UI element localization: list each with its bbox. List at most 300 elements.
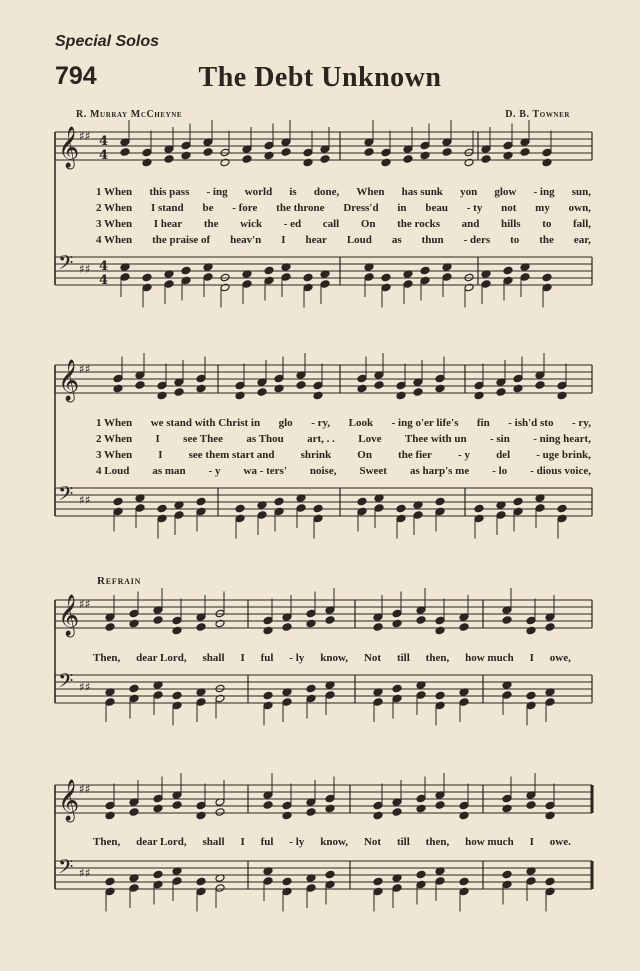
note-head [396, 504, 406, 513]
lyric-syllable: as Thou [246, 433, 284, 445]
note-head [129, 808, 139, 817]
note-head [392, 884, 402, 893]
note-head [157, 514, 167, 523]
note-head [153, 691, 163, 700]
lyric-syllable: I hear [153, 218, 183, 230]
lyric-syllable: done, [313, 186, 340, 198]
key-signature-icon: ♯♯ [79, 493, 91, 507]
time-signature-icon: 4 [99, 273, 109, 288]
note-head [282, 887, 292, 896]
note-head [203, 263, 213, 272]
lyric-syllable: Then, [93, 652, 121, 664]
lyric-syllable: shall [202, 836, 225, 848]
note-head [172, 701, 182, 710]
lyric-syllable: yon [460, 186, 478, 198]
note-head [381, 158, 391, 167]
note-head [535, 494, 545, 503]
note-head [220, 273, 230, 282]
note-head [142, 283, 152, 292]
note-head [403, 155, 413, 164]
note-head [442, 263, 452, 272]
note-head [181, 266, 191, 275]
note-head [416, 691, 426, 700]
note-head [526, 801, 536, 810]
note-head [306, 798, 316, 807]
note-head [242, 280, 252, 289]
note-head [357, 507, 367, 516]
lyric-syllable: Not [363, 836, 382, 848]
note-head [281, 138, 291, 147]
note-head [164, 270, 174, 279]
note-head [263, 701, 273, 710]
note-head [215, 684, 225, 693]
bass-staff [55, 482, 592, 539]
lyric-syllable: to [542, 218, 552, 230]
note-head [113, 384, 123, 393]
lyric-syllable: the rocks [397, 218, 441, 230]
time-signature-icon: 4 [99, 134, 109, 149]
lyric-syllable: - ly [289, 652, 305, 664]
lyric-syllable: wa - ters' [243, 465, 287, 477]
note-head [413, 501, 423, 510]
lyric-line [96, 234, 591, 246]
note-head [174, 501, 184, 510]
note-head [282, 613, 292, 622]
note-head [306, 808, 316, 817]
lyric-syllable: call [322, 218, 340, 230]
note-head [306, 609, 316, 618]
note-head [303, 273, 313, 282]
lyric-syllable: Dress'd [343, 202, 379, 214]
note-head [263, 877, 273, 886]
note-head [303, 158, 313, 167]
lyric-syllable: 3 When [96, 449, 133, 461]
lyric-syllable: I [529, 836, 534, 848]
note-head [396, 391, 406, 400]
lyric-syllable: I [240, 836, 245, 848]
lyricist-credit: R. Murray McCheyne [76, 109, 183, 120]
bass-staff [55, 669, 592, 726]
note-head [542, 158, 552, 167]
bass-staff [55, 251, 592, 308]
note-head [120, 263, 130, 272]
time-signature-icon: 4 [99, 259, 109, 274]
note-head [474, 381, 484, 390]
note-head [242, 155, 252, 164]
note-head [364, 263, 374, 272]
lyric-syllable: I [158, 449, 163, 461]
note-head [203, 273, 213, 282]
note-head [172, 691, 182, 700]
note-head [196, 698, 206, 707]
note-head [174, 511, 184, 520]
treble-clef-icon: 𝄞 [58, 360, 80, 401]
note-head [274, 497, 284, 506]
note-head [242, 145, 252, 154]
note-head [263, 867, 273, 876]
lyric-syllable: 1 When [96, 186, 133, 198]
lyric-syllable: beau [425, 202, 448, 214]
lyric-syllable: dear Lord, [136, 652, 187, 664]
lyric-syllable: the praise of [152, 234, 211, 246]
note-head [181, 151, 191, 160]
treble-staff [55, 588, 592, 637]
lyric-syllable: 4 When [96, 234, 133, 246]
lyric-syllable: Sweet [359, 465, 387, 477]
note-head [157, 391, 167, 400]
note-head [215, 798, 225, 807]
note-head [374, 504, 384, 513]
note-head [374, 494, 384, 503]
note-head [172, 616, 182, 625]
note-head [374, 371, 384, 380]
note-head [105, 698, 115, 707]
note-head [142, 158, 152, 167]
note-head [396, 381, 406, 390]
note-head [274, 374, 284, 383]
note-head [357, 384, 367, 393]
note-head [373, 623, 383, 632]
note-head [105, 801, 115, 810]
lyric-line [96, 202, 591, 214]
note-head [105, 688, 115, 697]
note-head [481, 155, 491, 164]
lyric-line [96, 417, 591, 429]
note-head [416, 794, 426, 803]
lyric-syllable: I [529, 652, 534, 664]
note-head [129, 798, 139, 807]
lyric-syllable: Loud [346, 234, 372, 246]
note-head [203, 148, 213, 157]
note-head [374, 381, 384, 390]
note-head [313, 514, 323, 523]
key-signature-icon: ♯♯ [79, 866, 91, 880]
note-head [502, 880, 512, 889]
note-head [320, 270, 330, 279]
note-head [392, 798, 402, 807]
lyric-syllable: - ing [206, 186, 228, 198]
note-head [282, 801, 292, 810]
note-head [153, 616, 163, 625]
note-head [545, 698, 555, 707]
key-signature-icon: ♯♯ [79, 262, 91, 276]
composer-credit: D. B. Towner [505, 109, 570, 120]
note-head [526, 877, 536, 886]
note-head [535, 371, 545, 380]
note-head [282, 877, 292, 886]
note-head [274, 507, 284, 516]
key-signature-icon: ♯♯ [79, 597, 91, 611]
lyric-syllable: wick [240, 218, 263, 230]
note-head [520, 138, 530, 147]
lyric-syllable: then, [425, 652, 450, 664]
lyric-syllable: sun, [571, 186, 591, 198]
note-head [196, 887, 206, 896]
lyric-syllable: ear, [573, 234, 591, 246]
note-head [235, 514, 245, 523]
note-head [373, 811, 383, 820]
lyric-syllable: then, [425, 836, 450, 848]
note-head [196, 384, 206, 393]
note-head [459, 623, 469, 632]
note-head [215, 874, 225, 883]
note-head [526, 791, 536, 800]
note-head [113, 497, 123, 506]
lyric-syllable: - dious voice, [530, 465, 591, 477]
hymn-title: The Debt Unknown [198, 62, 442, 93]
note-head [303, 283, 313, 292]
lyric-syllable: shrink [300, 449, 332, 461]
note-head [545, 613, 555, 622]
note-head [264, 141, 274, 150]
note-head [325, 804, 335, 813]
lyric-syllable: dear Lord, [136, 836, 187, 848]
lyric-syllable: - fore [232, 202, 258, 214]
note-head [373, 698, 383, 707]
lyric-syllable: fin [476, 417, 490, 429]
note-head [435, 701, 445, 710]
note-head [416, 616, 426, 625]
note-head [196, 507, 206, 516]
note-head [306, 619, 316, 628]
note-head [513, 384, 523, 393]
note-head [459, 613, 469, 622]
treble-clef-icon: 𝄞 [58, 595, 80, 636]
note-head [242, 270, 252, 279]
note-head [420, 276, 430, 285]
note-head [120, 273, 130, 282]
note-head [196, 623, 206, 632]
note-head [396, 514, 406, 523]
note-head [520, 148, 530, 157]
note-head [545, 801, 555, 810]
note-head [459, 811, 469, 820]
treble-clef-icon: 𝄞 [58, 127, 80, 168]
lyric-syllable: 2 When [96, 433, 133, 445]
note-head [153, 804, 163, 813]
lyric-syllable: as man [152, 465, 186, 477]
note-head [502, 870, 512, 879]
note-head [459, 801, 469, 810]
note-head [503, 276, 513, 285]
note-head [320, 280, 330, 289]
note-head [196, 497, 206, 506]
note-head [502, 691, 512, 700]
note-head [403, 280, 413, 289]
note-head [105, 613, 115, 622]
note-head [535, 504, 545, 513]
note-head [496, 388, 506, 397]
note-head [320, 145, 330, 154]
note-head [263, 691, 273, 700]
lyric-syllable: - uge brink, [536, 449, 591, 461]
note-head [135, 371, 145, 380]
lyric-syllable: the fier [398, 449, 432, 461]
note-head [172, 626, 182, 635]
note-head [153, 870, 163, 879]
lyric-syllable: - ing [533, 186, 555, 198]
time-signature-icon: 4 [99, 148, 109, 163]
lyric-syllable: 3 When [96, 218, 133, 230]
lyric-syllable: 2 When [96, 202, 133, 214]
note-head [325, 794, 335, 803]
key-signature-icon: ♯♯ [79, 680, 91, 694]
note-head [503, 151, 513, 160]
note-head [557, 381, 567, 390]
note-head [164, 145, 174, 154]
key-signature-icon: ♯♯ [79, 362, 91, 376]
note-head [420, 141, 430, 150]
lyric-syllable: ful [260, 652, 274, 664]
note-head [281, 148, 291, 157]
note-head [164, 155, 174, 164]
lyric-syllable: Love [358, 433, 382, 445]
treble-staff [55, 773, 592, 822]
refrain-label: Refrain [97, 575, 142, 587]
note-head [420, 151, 430, 160]
note-head [129, 694, 139, 703]
note-head [420, 266, 430, 275]
bass-clef-icon: 𝄢 [58, 855, 74, 883]
note-head [435, 801, 445, 810]
note-head [282, 811, 292, 820]
note-head [392, 694, 402, 703]
hymn-number: 794 [55, 62, 97, 90]
note-head [474, 514, 484, 523]
lyric-syllable: know, [320, 652, 349, 664]
note-head [235, 391, 245, 400]
note-head [153, 880, 163, 889]
lyric-line [96, 218, 591, 230]
note-head [416, 681, 426, 690]
note-head [413, 378, 423, 387]
note-head [105, 623, 115, 632]
lyric-syllable: - ders [463, 234, 491, 246]
note-head [464, 273, 474, 282]
note-head [496, 378, 506, 387]
note-head [392, 619, 402, 628]
lyric-syllable: I [281, 234, 286, 246]
note-head [416, 804, 426, 813]
note-head [303, 148, 313, 157]
note-head [257, 501, 267, 510]
note-head [203, 138, 213, 147]
note-head [459, 887, 469, 896]
lyric-syllable: has sunk [401, 186, 443, 198]
lyric-line [93, 836, 571, 848]
note-head [503, 266, 513, 275]
lyric-syllable: world [244, 186, 273, 198]
note-head [196, 374, 206, 383]
note-head [459, 698, 469, 707]
note-head [435, 384, 445, 393]
note-head [263, 801, 273, 810]
note-head [392, 874, 402, 883]
note-head [464, 148, 474, 157]
note-head [474, 504, 484, 513]
note-head [142, 273, 152, 282]
note-head [196, 877, 206, 886]
note-head [135, 504, 145, 513]
note-head [442, 273, 452, 282]
note-head [513, 497, 523, 506]
note-head [526, 691, 536, 700]
note-head [416, 606, 426, 615]
note-head [274, 384, 284, 393]
note-head [196, 688, 206, 697]
note-head [215, 808, 225, 817]
note-head [464, 283, 474, 292]
note-head [364, 273, 374, 282]
note-head [435, 616, 445, 625]
note-head [545, 688, 555, 697]
note-head [306, 874, 316, 883]
lyric-syllable: I [155, 433, 160, 445]
lyric-syllable: - ed [283, 218, 302, 230]
note-head [526, 867, 536, 876]
note-head [120, 148, 130, 157]
note-head [459, 877, 469, 886]
note-head [129, 609, 139, 618]
lyric-line [96, 449, 591, 461]
note-head [373, 613, 383, 622]
note-head [220, 148, 230, 157]
note-head [520, 273, 530, 282]
note-head [172, 867, 182, 876]
note-head [502, 794, 512, 803]
lyric-syllable: I stand [150, 202, 184, 214]
note-head [545, 887, 555, 896]
note-head [373, 887, 383, 896]
lyric-syllable: hear [305, 234, 327, 246]
note-head [264, 276, 274, 285]
note-head [105, 811, 115, 820]
note-head [129, 874, 139, 883]
note-head [153, 606, 163, 615]
note-head [435, 867, 445, 876]
note-head [181, 276, 191, 285]
lyric-syllable: in [397, 202, 407, 214]
lyric-syllable: know, [320, 836, 349, 848]
note-head [442, 138, 452, 147]
lyric-syllable: - ry, [311, 417, 331, 429]
note-head [282, 698, 292, 707]
note-head [105, 887, 115, 896]
lyric-syllable: Thee with un [404, 433, 467, 445]
lyric-syllable: is [289, 186, 297, 198]
note-head [364, 148, 374, 157]
note-head [542, 283, 552, 292]
note-head [542, 148, 552, 157]
note-head [503, 141, 513, 150]
note-head [357, 497, 367, 506]
treble-staff [55, 353, 592, 402]
note-head [435, 691, 445, 700]
note-head [526, 701, 536, 710]
note-head [526, 626, 536, 635]
note-head [174, 388, 184, 397]
note-head [296, 504, 306, 513]
note-head [282, 623, 292, 632]
note-head [373, 688, 383, 697]
note-head [557, 504, 567, 513]
note-head [235, 381, 245, 390]
note-head [264, 266, 274, 275]
lyric-syllable: - ing o'er life's [391, 417, 459, 429]
note-head [520, 263, 530, 272]
note-head [120, 138, 130, 147]
lyric-syllable: glow [494, 186, 517, 198]
